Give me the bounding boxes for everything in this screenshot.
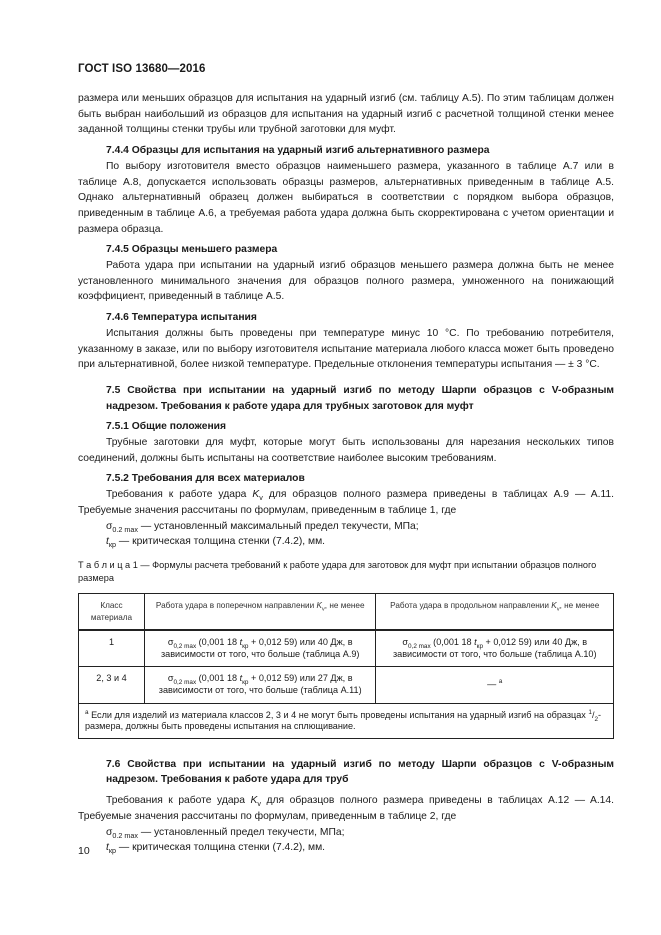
- heading-7-5-1: 7.5.1 Общие положения: [106, 421, 226, 433]
- heading-7-4-4: 7.4.4 Образцы для испытания на ударный изгиб альтернативного размера: [106, 145, 490, 157]
- paragraph-intro: размера или меньших образцов для испытания на ударный изгиб (см. таблицу A.5). По этим таблицам должен быть выбран наибольший из образцов для испытания на ударный изгиб с расчетной толщиной стенки менее заданной толщины стенки трубы или трубной заготовки для муфт.: [78, 93, 614, 136]
- cell-transverse: $\sigma_{0,2 max}$ (0,001 18 $t_{кр} + 0,012$ 59) или 27 Дж, в зависимости от того, что больше (таблица A.11): [144, 667, 376, 703]
- header-material-class: Класс материала: [79, 593, 145, 630]
- heading-7-4-6: 7.4.6 Температура испытания: [106, 312, 257, 324]
- paragraph-7-6: Требования к работе удара $K_v$ для образцов полного размера приведены в таблицах A.12 — A.14. Требуемые значения рассчитаны по формулам, приведенным в таблице 2, где: [78, 795, 614, 822]
- cell-longitudinal: $\sigma_{0,2 max}$ (0,001 18 $t_{кр} + 0,012$ 59) или 40 Дж, в зависимости от того, что больше (таблица A.10): [376, 630, 614, 667]
- heading-7-6: 7.6 Свойства при испытании на ударный изгиб по методу Шарпи образцов с V-образным надрезом. Требования к работе удара для труб: [106, 758, 614, 786]
- paragraph-7-4-6: Испытания должны быть проведены при температуре минус 10 °C. По требованию потребителя, указанному в заказе, или по выбору изготовителя испытание материала любого класса может быть проведено при альтернативной, более низкой температуре. Предельные отклонения температуры испытания — ± 3 °C.: [78, 327, 614, 371]
- table-footnote-row: [79, 703, 614, 738]
- table-1: [78, 593, 614, 739]
- table-footnote: $^a$ Если для изделий из материала классов 2, 3 и 4 не могут быть проведены испытания на ударный изгиб на образцах $^1/_2$-размера, должны быть проведены испытания на сплющивание.: [79, 703, 614, 738]
- heading-7-5-2: 7.5.2 Требования для всех материалов: [106, 473, 305, 485]
- document-header: ГОСТ ISO 13680—2016: [78, 63, 206, 75]
- page-number: 10: [78, 845, 90, 857]
- table-1-caption: Т а б л и ц а 1 — Формулы расчета требований к работе удара для заготовок для муфт при испытании образцов полного размера: [78, 559, 597, 584]
- paragraph-7-4-5: Работа удара при испытании на ударный изгиб образцов меньшего размера должна быть не менее установленного минимального значения для образцов полного размера, умноженного на понижающий коэффициент, приведенный в таблице A.5.: [78, 260, 614, 303]
- heading-7-4-5: 7.4.5 Образцы меньшего размера: [106, 244, 278, 256]
- table-row: [79, 630, 614, 667]
- heading-7-5: 7.5 Свойства при испытании на ударный изгиб по методу Шарпи образцов с V-образным надрезом. Требования к работе удара для трубных заготовок для муфт: [106, 384, 614, 412]
- cell-transverse: $\sigma_{0,2 max}$ (0,001 18 $t_{кр} + 0,012$ 59) или 40 Дж, в зависимости от того, что больше (таблица A.9): [144, 630, 376, 667]
- definition-critical-thickness-2: $t_{кр}$ — критическая толщина стенки (7.4.2), мм.: [106, 842, 326, 856]
- paragraph-7-5-1: Трубные заготовки для муфт, которые могут быть использованы для нарезания нескольких типов соединений, должны быть испытаны на соответствие наиболее высоким требованиям.: [78, 437, 614, 464]
- definition-yield-strength: $\sigma_{0.2 max}$ — установленный максимальный предел текучести, МПа;: [106, 520, 419, 534]
- header-transverse: Работа удара в поперечном направлении $K_v$, не менее: [144, 593, 376, 630]
- definition-critical-thickness: $t_{кр}$ — критическая толщина стенки (7.4.2), мм.: [106, 536, 326, 550]
- table-header-row: [79, 593, 614, 630]
- cell-class: 1: [79, 630, 145, 667]
- cell-longitudinal: — $^a$: [376, 667, 614, 703]
- definition-yield-strength-2: $\sigma_{0.2 max}$ — установленный предел текучести, МПа;: [106, 826, 345, 840]
- paragraph-7-5-2: Требования к работе удара $K_v$ для образцов полного размера приведены в таблицах A.9 — A.11. Требуемые значения рассчитаны по формулам, приведенным в таблице 1, где: [78, 489, 614, 516]
- document-body: [78, 91, 614, 856]
- paragraph-7-4-4: По выбору изготовителя вместо образцов наименьшего размера, указанного в таблице A.7 или в таблице A.8, допускается использовать образцы размеров, альтернативных приведенным в таблице A.5. Однако альтернативный образец должен выбираться в соответствии с порядком выбора образцов, приведенным в таблице A.6, а требуемая работа удара должна быть скорректирована с учетом ориентации и размера образца.: [78, 160, 614, 235]
- header-longitudinal: Работа удара в продольном направлении $K_v$, не менее: [376, 593, 614, 630]
- cell-class: 2, 3 и 4: [79, 667, 145, 703]
- table-row: [79, 667, 614, 703]
